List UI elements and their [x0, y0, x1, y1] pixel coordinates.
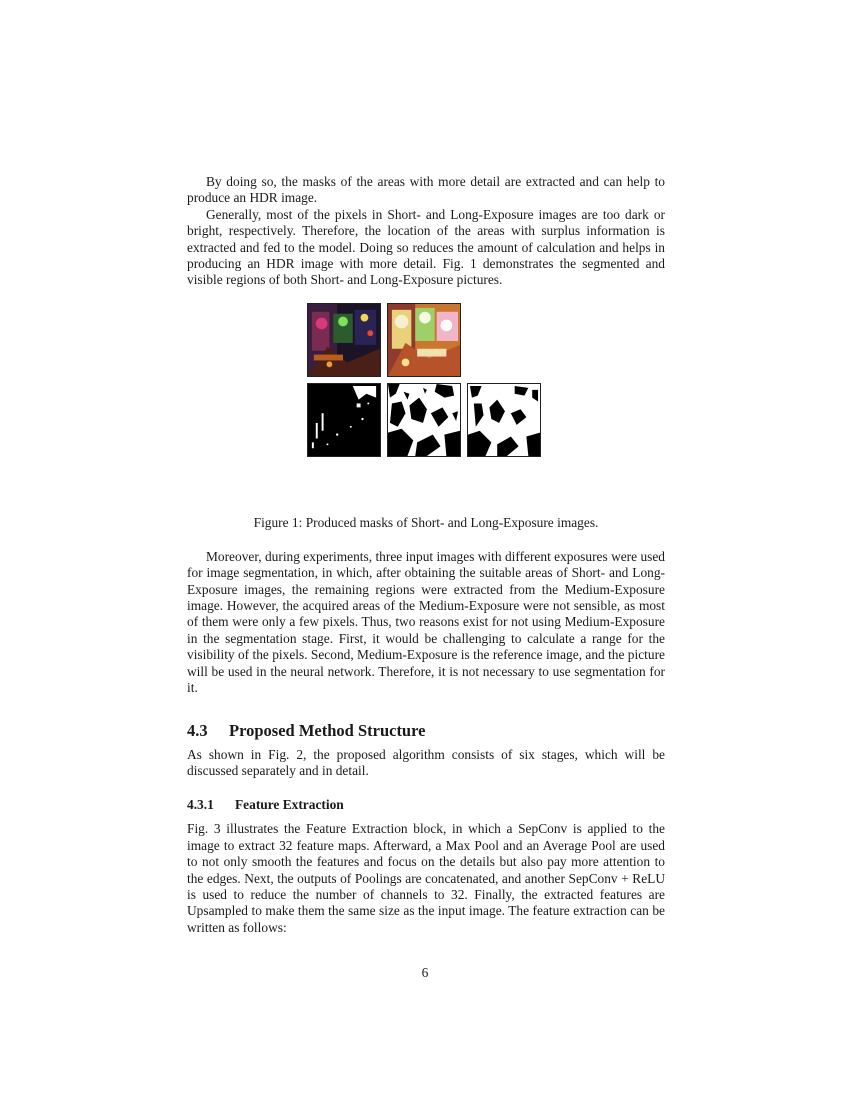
- figure-row-input-images: [307, 303, 461, 377]
- combined-mask: [467, 383, 541, 457]
- page-number: 6: [421, 965, 429, 980]
- long-exposure-mask: [387, 383, 461, 457]
- paragraph-section: As shown in Fig. 2, the proposed algorithm consists of six stages, which will be discussed separately and in detail.: [187, 746, 665, 778]
- subsection-number: 4.3.1: [187, 797, 214, 813]
- short-exposure-mask: [307, 383, 381, 457]
- subsection-heading: [187, 797, 665, 813]
- section-number: 4.3: [187, 720, 208, 740]
- short-exposure-image: [307, 303, 381, 377]
- paragraph-intro: By doing so, the masks of the areas with more detail are extracted and can help to produce an HDR image.: [187, 174, 665, 206]
- section-heading: [187, 721, 665, 741]
- figure-1: [187, 303, 665, 515]
- subsection-title: Feature Extraction: [235, 797, 344, 813]
- paragraph-exposure: Generally, most of the pixels in Short- and Long-Exposure images are too dark or bright, respectively. Therefore, the location of the areas with surplus information is extracted and fed to the model. Doing so reduces the amount of calculation and helps in producing an HDR image with more detail. Fig. 1 demonstrates the segmented and visible regions of both Short- and Long-Exposure pictures.: [187, 206, 665, 288]
- figure-row-masks: [307, 383, 541, 457]
- section-title: Proposed Method Structure: [229, 720, 426, 740]
- paragraph-feature-extraction: Fig. 3 illustrates the Feature Extraction block, in which a SepConv is applied to the image to extract 32 feature maps. Afterward, a Max Pool and an Average Pool are used to not only smooth the features and focus on the details but also pay more attention to the edges. Next, the outputs of Poolings are concatenated, and another SepConv + ReLU is used to reduce the number of channels to 32. Finally, the extracted features are Upsampled to make them the same size as the input image. The feature extraction can be written as follows:: [187, 821, 665, 935]
- page-body: [187, 174, 665, 936]
- paragraph-segmentation: Moreover, during experiments, three input images with different exposures were used for image segmentation, in which, after obtaining the suitable areas of Short- and Long-Exposure images, the remaining regions were extracted from the Medium-Exposure image. However, the acquired areas of the Medium-Exposure were not sensible, as most of them were only a few pixels. Thus, two reasons exist for not using Medium-Exposure in the segmentation stage. First, it would be challenging to calculate a range for the visibility of the pixels. Second, Medium-Exposure is the reference image, and the picture will be used in the neural network. Therefore, it is not necessary to use segmentation for it.: [187, 548, 665, 696]
- figure-1-caption: Figure 1: Produced masks of Short- and Long-Exposure images.: [253, 514, 599, 530]
- long-exposure-image: [387, 303, 461, 377]
